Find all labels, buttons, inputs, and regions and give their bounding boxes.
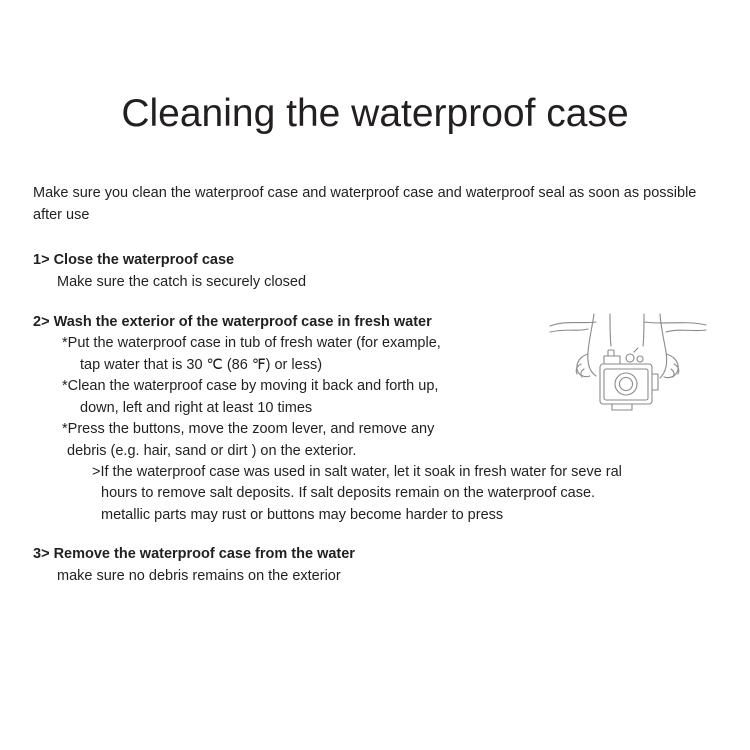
- hands-washing-waterproof-case-illustration: [548, 312, 708, 442]
- step-1-number: 1>: [33, 252, 50, 268]
- step-3-body: [33, 566, 723, 588]
- spacer: [33, 530, 723, 544]
- step-2-line-9: metallic parts may rust or buttons may become harder to press: [101, 506, 504, 523]
- step-item-1: [33, 250, 723, 294]
- step-1-line-1: Make sure the catch is securely closed: [57, 273, 307, 290]
- step-2-line-2: tap water that is 30 ℃ (86 ℉) or less): [80, 356, 323, 373]
- step-2-number: 2>: [33, 313, 50, 330]
- page-title: Cleaning the waterproof case: [121, 92, 629, 135]
- step-1-heading-text: Close the waterproof case: [53, 252, 235, 268]
- step-2-heading-text: Wash the exterior of the waterproof case in fresh water: [53, 313, 432, 330]
- step-3-heading-text: Remove the waterproof case from the water: [53, 546, 355, 563]
- step-3-number: 3>: [33, 546, 50, 563]
- step-1-heading: [33, 250, 723, 272]
- step-2-line-4: down, left and right at least 10 times: [80, 399, 313, 416]
- intro-paragraph: Make sure you clean the waterproof case and waterproof case and waterproof seal as soon as possible after use: [33, 185, 697, 224]
- step-2-line-5: *Press the buttons, move the zoom lever, and remove any: [62, 421, 435, 438]
- step-2-line-3: *Clean the waterproof case by moving it back and forth up,: [62, 378, 439, 395]
- step-item-3: [33, 544, 723, 588]
- step-2-line-1: *Put the waterproof case in tub of fresh water (for example,: [62, 335, 441, 352]
- step-2-line-7: >If the waterproof case was used in salt water, let it soak in fresh water for seve ral: [92, 463, 622, 480]
- step-2-line-8: hours to remove salt deposits. If salt deposits remain on the waterproof case.: [101, 485, 596, 502]
- step-1-body: [33, 272, 723, 294]
- spacer: [33, 298, 723, 312]
- step-3-heading: [33, 544, 723, 566]
- step-2-line-6: debris (e.g. hair, sand or dirt ) on the exterior.: [67, 442, 357, 459]
- step-3-line-1: make sure no debris remains on the exterior: [57, 568, 341, 585]
